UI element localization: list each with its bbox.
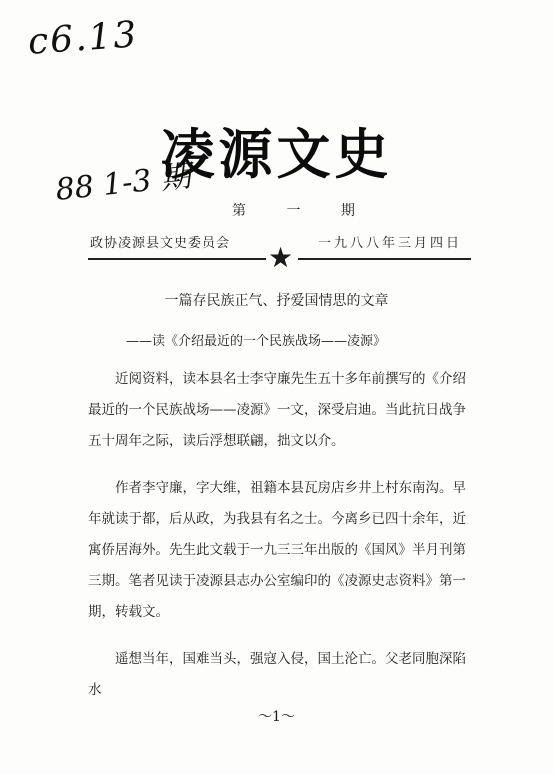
masthead-title: 凌源文史	[160, 123, 393, 186]
publisher-name: 政协凌源县文史委员会	[90, 236, 231, 251]
handwritten-margin-note: 88 1-3 期	[53, 158, 193, 208]
publication-date: 一九八八年三月四日	[318, 236, 463, 251]
paragraph: 作者李守廉，字大维，祖籍本县瓦房店乡井上村东南沟。早年就读于都，后从政，为我县有名之士。今离乡已四十余年，近寓侨居海外。先生此文载于一九三三年出版的《国风》半月刊第三期。笔者见读于凌源县志办公室编印的《凌源史志资料》第一期，转载文。	[88, 480, 466, 620]
article-subhead: ——读《介绍最近的一个民族战场——凌源》	[126, 334, 387, 349]
issue-label: 第 一 期	[232, 203, 373, 219]
masthead-rule-left	[88, 258, 266, 260]
handwritten-corner-note: c6.13	[26, 14, 140, 63]
page-number: ～1～	[258, 709, 295, 725]
paragraph: 遥想当年，国难当头，强寇入侵，国土沦亡。父老同胞深陷水	[88, 651, 466, 698]
article-body	[88, 364, 468, 722]
paragraph: 近阅资料，读本县名士李守廉先生五十多年前撰写的《介绍最近的一个民族战场——凌源》一文，深受启迪。当此抗日战争五十周年之际，读后浮想联翩，拙文以介。	[88, 371, 466, 449]
masthead-rule-right	[298, 258, 471, 260]
star-icon: ★	[268, 241, 294, 274]
article-headline: 一篇存民族正气、抒爱国情思的文章	[164, 293, 389, 309]
